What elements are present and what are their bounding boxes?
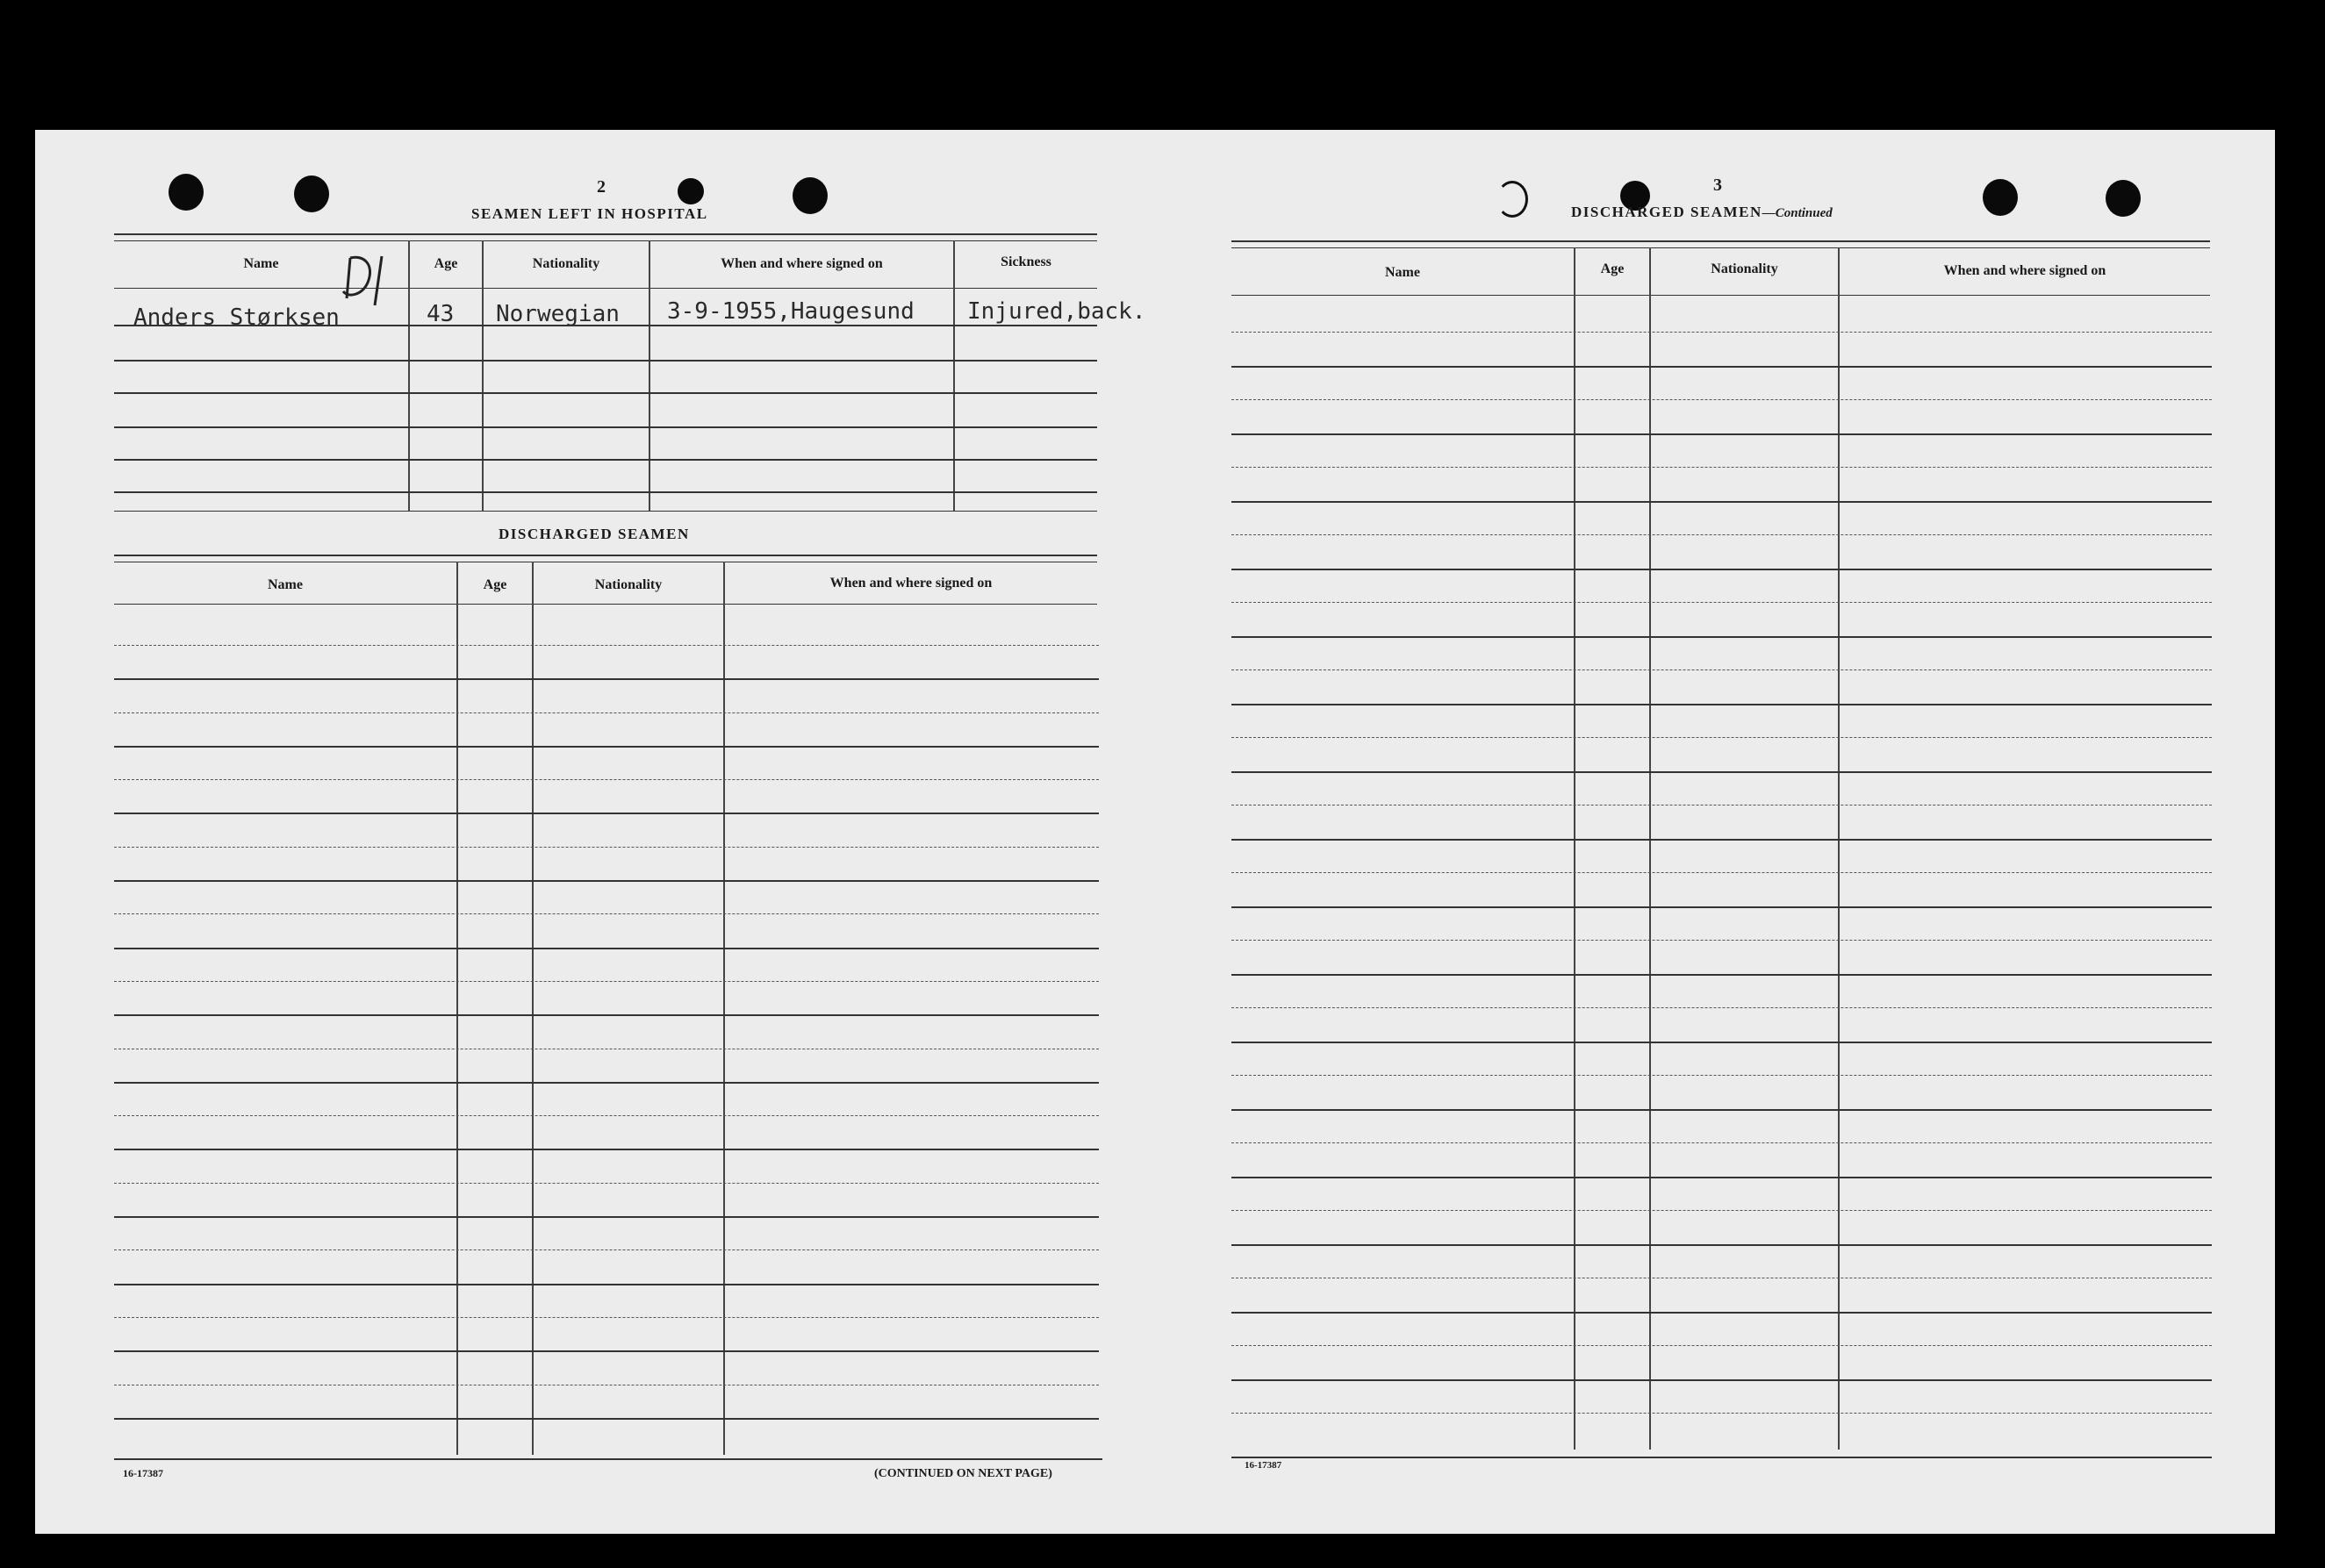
right-title-text: DISCHARGED SEAMEN (1571, 204, 1762, 220)
discharged-header-when-where: When and where signed on (829, 576, 993, 591)
continued-note: (CONTINUED ON NEXT PAGE) (874, 1467, 1052, 1480)
table-row-line (1231, 1244, 2212, 1247)
right-form-number: 16-17387 (1245, 1460, 1282, 1471)
table-row-line (1231, 1278, 2212, 1279)
table-row-line (114, 1350, 1099, 1353)
table-row-line (114, 847, 1099, 848)
punch-hole (2106, 180, 2141, 217)
table-row-line (1231, 569, 2212, 571)
right-col-divider (1838, 247, 1840, 1450)
punch-hole (793, 177, 828, 214)
table-row-line (1231, 1007, 2212, 1009)
hospital-header-name: Name (243, 256, 279, 271)
punch-hole (678, 178, 704, 204)
table-row-line (114, 880, 1099, 883)
punch-hole (1983, 179, 2018, 216)
discharged-header-rule (114, 604, 1097, 605)
document-sheet (35, 130, 2275, 1534)
right-header-nationality: Nationality (1711, 261, 1778, 276)
right-header-age: Age (1600, 261, 1625, 276)
table-row-line (1231, 1177, 2212, 1179)
hospital-section-title: SEAMEN LEFT IN HOSPITAL (471, 205, 708, 222)
hospital-entry-nationality: Norwegian (496, 301, 620, 327)
table-row-line (1231, 1312, 2212, 1314)
table-row-line (114, 813, 1099, 815)
table-row-line (1231, 1379, 2212, 1382)
table-row-line (114, 1385, 1099, 1386)
table-row-line (114, 678, 1099, 681)
right-page-number: 3 (1713, 175, 1722, 195)
table-row-line (114, 645, 1099, 647)
hospital-header-when-where: When and where signed on (721, 256, 883, 271)
discharged-header-name: Name (268, 577, 303, 592)
table-row-line (1231, 1413, 2212, 1414)
hospital-col-divider (482, 240, 484, 511)
table-row-line (1231, 366, 2212, 369)
table-row-line (1231, 1345, 2212, 1347)
hospital-col-divider (953, 240, 955, 511)
table-row-line (1231, 467, 2212, 469)
table-row-line (1231, 906, 2212, 909)
right-col-divider (1649, 247, 1651, 1450)
table-row-line (114, 1082, 1099, 1085)
table-row-line (1231, 872, 2212, 874)
right-header-rule (1231, 295, 2210, 296)
table-row-line (114, 1317, 1099, 1319)
right-header-when-where: When and where signed on (1943, 263, 2106, 278)
hospital-entry-when-where: 3-9-1955,Haugesund (667, 298, 915, 325)
discharged-header-nationality: Nationality (594, 577, 663, 592)
hospital-row-line (114, 426, 1097, 429)
discharged-top-rule (114, 555, 1097, 562)
table-row-line (1231, 501, 2212, 504)
table-row-line (1231, 1142, 2212, 1144)
hospital-entry-sickness: Injured,back. (967, 298, 1146, 325)
hospital-row-line (114, 459, 1097, 462)
left-form-number: 16-17387 (123, 1467, 163, 1479)
table-row-line (1231, 737, 2212, 739)
table-row-line (1231, 534, 2212, 536)
right-section-title (1571, 204, 1833, 221)
table-row-line (1231, 399, 2212, 401)
table-row-line (1231, 771, 2212, 774)
right-header-name: Name (1385, 265, 1420, 280)
discharged-col-divider (456, 562, 458, 1455)
table-row-line (114, 746, 1099, 748)
table-row-line (1231, 1109, 2212, 1112)
hospital-col-divider (649, 240, 650, 511)
right-bottom-rule (1231, 1457, 2212, 1458)
hospital-bottom-rule (114, 511, 1097, 512)
table-row-line (114, 981, 1099, 983)
table-row-line (114, 1049, 1099, 1050)
table-row-line (1231, 433, 2212, 436)
table-row-line (1231, 636, 2212, 639)
table-row-line (114, 779, 1099, 781)
table-row-line (114, 948, 1099, 950)
table-row-line (1231, 669, 2212, 671)
table-row-line (1231, 332, 2212, 333)
right-top-rule (1231, 240, 2210, 248)
table-row-line (1231, 839, 2212, 841)
table-row-line (114, 1249, 1099, 1251)
table-row-line (114, 1418, 1099, 1421)
table-row-line (1231, 1210, 2212, 1212)
table-row-line (1231, 805, 2212, 806)
handwritten-annotation (338, 253, 399, 314)
hospital-entry-age: 43 (427, 301, 455, 327)
hospital-header-nationality: Nationality (532, 256, 600, 271)
hospital-header-sickness: Sickness (1001, 254, 1051, 269)
punch-hole (1496, 181, 1528, 218)
table-row-line (114, 1284, 1099, 1286)
table-row-line (114, 1183, 1099, 1185)
table-row-line (114, 712, 1099, 714)
table-row-line (114, 1115, 1099, 1117)
hospital-header-rule (114, 288, 1097, 289)
discharged-section-title: DISCHARGED SEAMEN (499, 526, 690, 542)
table-row-line (1231, 974, 2212, 977)
hospital-entry-name: Anders Størksen (133, 304, 340, 331)
table-row-line (114, 1216, 1099, 1219)
hospital-row-line (114, 325, 1097, 327)
punch-hole (294, 175, 329, 212)
hospital-row-line (114, 360, 1097, 362)
table-row-line (1231, 1042, 2212, 1044)
left-bottom-rule (114, 1458, 1102, 1460)
discharged-col-divider (532, 562, 534, 1455)
table-row-line (114, 1014, 1099, 1017)
hospital-header-age: Age (434, 256, 458, 271)
hospital-row-line (114, 392, 1097, 395)
hospital-row-line (114, 491, 1097, 494)
right-col-divider (1574, 247, 1575, 1450)
left-page-number: 2 (597, 177, 606, 197)
discharged-col-divider (723, 562, 725, 1455)
punch-hole (169, 174, 204, 211)
discharged-header-age: Age (483, 577, 507, 592)
table-row-line (1231, 602, 2212, 604)
hospital-top-rule (114, 233, 1097, 241)
table-row-line (1231, 704, 2212, 706)
table-row-line (1231, 940, 2212, 942)
table-row-line (1231, 1075, 2212, 1077)
table-row-line (114, 913, 1099, 915)
table-row-line (114, 1149, 1099, 1151)
hospital-col-divider (408, 240, 410, 511)
right-title-suffix: —Continued (1762, 206, 1833, 220)
